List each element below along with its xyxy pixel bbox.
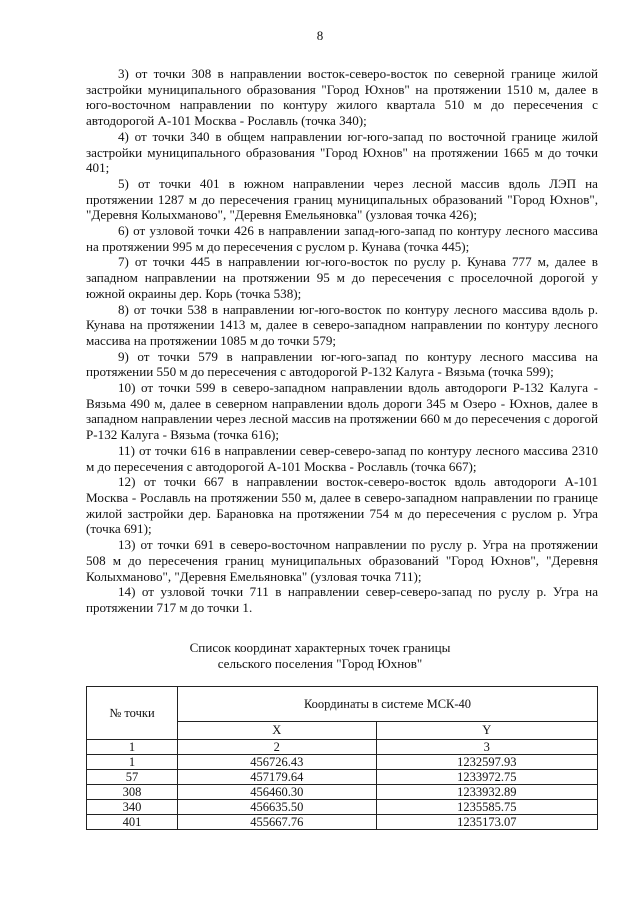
table-cell: 308 [87, 785, 178, 800]
table-row [87, 815, 598, 830]
coordinates-table [86, 686, 598, 830]
paragraph-10: 10) от точки 599 в северо-западном направлении вдоль автодороги Р-132 Калуга - Вязьма 490 м, далее в северном направлении вдоль дороги 345 м Озеро - Юхнов, далее в западном направлении через лесной массив на протяжении 660 м до пересечения с дорогой Р-132 Калуга - Вязьма (точка 616); [86, 380, 598, 443]
table-cell: 3 [376, 740, 598, 755]
table-cell: 456635.50 [178, 800, 377, 815]
table-cell: 1235585.75 [376, 800, 598, 815]
caption-line-2: сельского поселения "Город Юхнов" [217, 656, 423, 671]
paragraph-9: 9) от точки 579 в направлении юг-юго-запад по контуру лесного массива на протяжении 550 м до пересечения с автодорогой Р-132 Калуга - Вязьма (точка 599); [86, 348, 598, 380]
table-cell: 401 [87, 815, 178, 830]
table-caption [0, 640, 640, 672]
table-cell: 340 [87, 800, 178, 815]
table-cell: 2 [178, 740, 377, 755]
boundary-description [86, 66, 598, 616]
table-cell: 1235173.07 [376, 815, 598, 830]
column-index-row [87, 740, 598, 755]
table-cell: 456726.43 [178, 755, 377, 770]
table-row [87, 755, 598, 770]
paragraph-7: 7) от точки 445 в направлении юг-юго-восток по руслу р. Кунава 777 м, далее в западном направлении на протяжении 95 м до пересечения с проселочной дорогой у южной окраины дер. Корь (точка 538); [86, 254, 598, 301]
table-cell: 1 [87, 740, 178, 755]
table-cell: 1233972.75 [376, 770, 598, 785]
paragraph-6: 6) от узловой точки 426 в направлении запад-юго-запад по контуру лесного массива на протяжении 995 м до пересечения с руслом р. Кунава (точка 445); [86, 223, 598, 254]
column-header-x: X [178, 721, 377, 739]
paragraph-14: 14) от узловой точки 711 в направлении север-северо-запад по руслу р. Угра на протяжении 717 м до точки 1. [86, 584, 598, 615]
paragraph-3: 3) от точки 308 в направлении восток-северо-восток по северной границе жилой застройки муниципального образования "Город Юхнов" на протяжении 1510 м, далее в юго-восточном направлении по контуру жилого квартала 510 м до пересечения с автодорогой А-101 Москва - Рославль (точка 340); [86, 66, 598, 129]
paragraph-11: 11) от точки 616 в направлении север-северо-запад по контуру лесного массива 2310 м до пересечения с автодорогой А-101 Москва - Рославль (точка 667); [86, 442, 598, 474]
column-header-point: № точки [87, 687, 178, 740]
table-cell: 457179.64 [178, 770, 377, 785]
table-cell: 456460.30 [178, 785, 377, 800]
table-row [87, 770, 598, 785]
page-number: 8 [316, 28, 324, 43]
table-cell: 1233932.89 [376, 785, 598, 800]
table-cell: 1232597.93 [376, 755, 598, 770]
caption-line-1: Список координат характерных точек границы [189, 640, 451, 655]
paragraph-8: 8) от точки 538 в направлении юг-юго-восток по контуру лесного массива вдоль р. Кунава на протяжении 1413 м, далее в северо-западном направлении по контуру лесного массива на протяжении 1085 м до точки 579; [86, 301, 598, 348]
table-row [87, 785, 598, 800]
column-header-coordinates: Координаты в системе МСК-40 [178, 687, 598, 722]
paragraph-4: 4) от точки 340 в общем направлении юг-юго-запад по восточной границе жилой застройки муниципального образования "Город Юхнов" на протяжении 1665 м до точки 401; [86, 128, 598, 176]
column-header-y: Y [376, 721, 598, 739]
table-cell: 57 [87, 770, 178, 785]
paragraph-12: 12) от точки 667 в направлении восток-северо-восток вдоль автодороги А-101 Москва - Рославль на протяжении 550 м, далее в северо-западном направлении по границе жилой застройки дер. Барановка на протяжении 754 м до пересечения с руслом р. Угра (точка 691); [86, 474, 598, 537]
paragraph-13: 13) от точки 691 в северо-восточном направлении по руслу р. Угра на протяжении 508 м до пересечения границ муниципальных образований "Город Юхнов", "Деревня Колыхманово", "Деревня Емельяновка" (узловая точка 711); [86, 537, 598, 584]
table-row [87, 800, 598, 815]
table-cell: 455667.76 [178, 815, 377, 830]
paragraph-5: 5) от точки 401 в южном направлении через лесной массив вдоль ЛЭП на протяжении 1287 м до пересечения границ муниципальных образований "Город Юхнов", "Деревня Колыхманово", "Деревня Емельяновка" (узловая точка 426); [86, 175, 598, 223]
table-cell: 1 [87, 755, 178, 770]
